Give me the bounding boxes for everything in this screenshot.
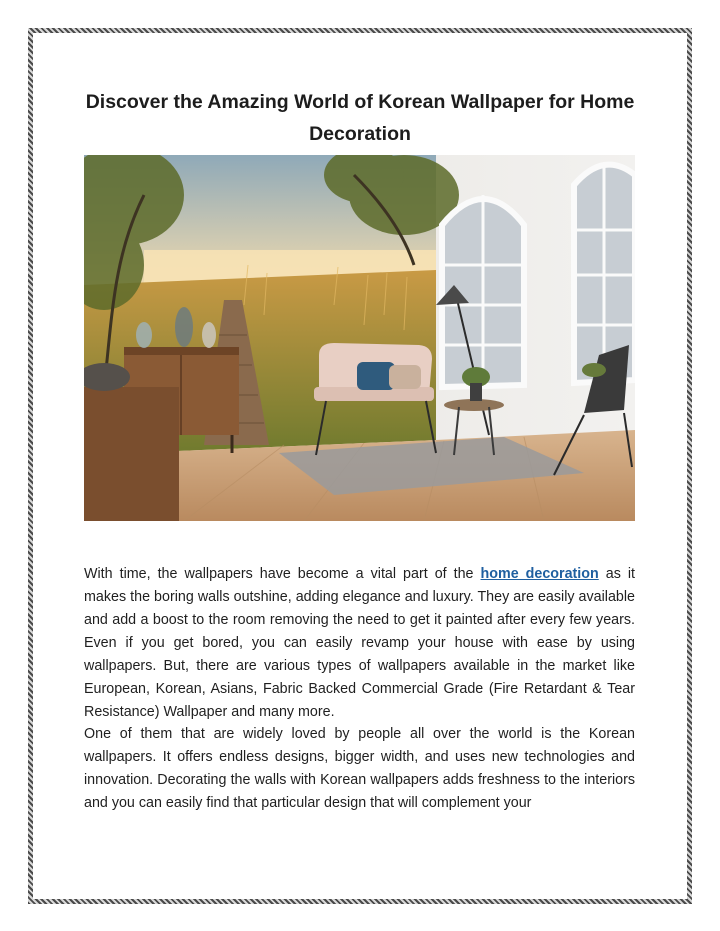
body-text: as it makes the boring walls outshine, adding elegance and luxury. They are easily available and add a boost to the room removing the need to get it painted after every few years. Even if you get bored, you can easily revamp your house with ease by using wallpapers. But, there are various types of wallpapers available in the market like European, Korean, Asians, Fabric Backed Commercial Grade (Fire Retardant & Tear Resistance) Wallpaper and many more. xyxy=(84,566,635,720)
body-paragraph-2: One of them that are widely loved by people all over the world is the Korean wallpapers. It offers endless designs, bigger width, and uses new technologies and innovation. Decorating the walls with Korean wallpapers adds freshness to the interiors and you can easily find that particular design that will complement your xyxy=(84,726,635,811)
home-decoration-link[interactable]: home decoration xyxy=(480,566,599,582)
body-text: With time, the wallpapers have become a vital part of the xyxy=(84,566,481,582)
body-paragraph-1 xyxy=(84,563,635,724)
hero-image xyxy=(84,155,635,521)
page-title: Discover the Amazing World of Korean Wallpaper for Home Decoration xyxy=(85,91,635,145)
